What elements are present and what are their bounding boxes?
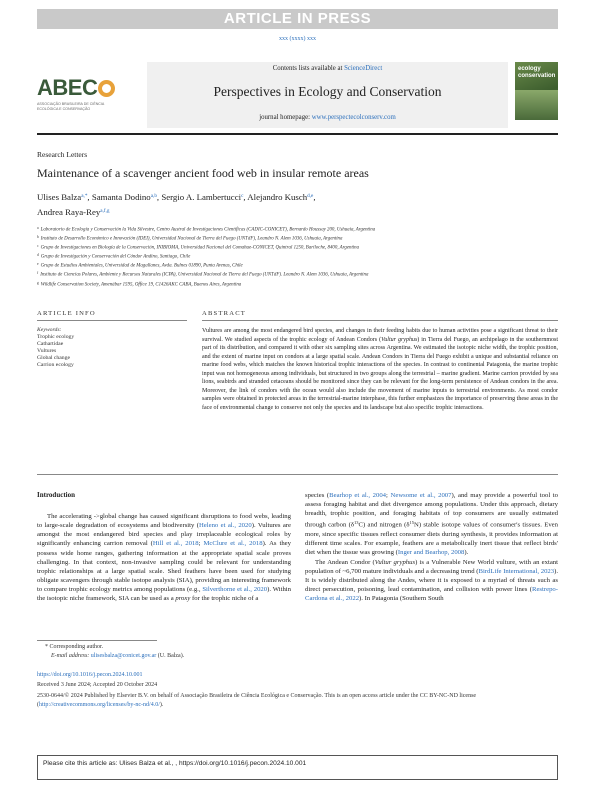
author-affiliation-marker[interactable]: a,b [150, 193, 157, 199]
author-affiliation-marker[interactable]: a,f,g [100, 207, 110, 214]
keyword-item: Trophic ecology [37, 334, 75, 341]
author-list: Ulises Balza$^{a,*}$, Samanta Dodino$^{a,b}$, Sergio A. Lambertucci$^c$, Alejandro Kusch$^{d,e}$, Andrea Raya-Rey$^{a,f,g}$ [37, 192, 316, 217]
abstract-text-part: Vultures are among the most endangered bird species, and changes in their feeding habits due to human activities pose a significant threat to their survival. We studied aspects of the trophic ecology of Andean Condors ( [202, 328, 558, 343]
citation-link[interactable]: Heleno et al., 2020 [198, 522, 252, 530]
abstract-body [202, 327, 558, 412]
journal-cover-image [515, 62, 558, 120]
intro-paragraph: The accelerating ->global change has caused significant disruptions to food webs, leading to large-scale degradation of ecosystems and biodiversity (Heleno et al., 2020). Vultures are amongst the most endangered bird species and play irreplaceable ecological roles by significantly enhancing carrion removal (Hill et al., 2018; McClure et al., 2018). As they possess wide home ranges, gathering information at the appropriate spatial scale proves challenging. In that context, non-invasive sampling could be relevant for understanding trophic relationships at a large spatial scale. Shed feathers have been used for studying obligate scavengers through stable isotope analysis (SIA), providing an interesting framework to compare trophic ecology metrics among populations (e.g., Silverthorne et al., 2020). Within the isotopic niche framework, SIA can be used as a proxy for the trophic niche of a [37, 513, 291, 603]
homepage-prefix: journal homepage: [259, 114, 312, 121]
intro-paragraph: The Andean Condor (Vultur gryphus) is a Vulnerable New World vulture, with an extant population of ~6,700 mature individuals and a decreasing trend (BirdLife International, 2023). It is widely distributed along the Andes, where it is exposed to a myriad of threats such as direct persecution, poisoning, lead contamination, and collision with power lines (Restrepo-Cardona et al., 2022). In Patagonia (Southern South [305, 558, 559, 603]
affiliation-item: $^c$ Grupo de Investigaciones en Biología de la Conservación, INIBIOMA, Universidad Nacional del Comahue-CONICET, Quintral 1250, Bariloche, 8400, Argentina [37, 244, 360, 251]
author-affiliation-marker[interactable]: c [241, 193, 244, 199]
article-title: Maintenance of a scavenger ancient food web in insular remote areas [37, 166, 369, 180]
contents-line [147, 65, 508, 72]
corresponding-author-note: * Corresponding author. [45, 644, 104, 650]
affiliation-item: $^a$ Laboratorio de Ecología y Conservación la Vida Silvestre, Centro Austral de Investigaciones Científicas (CADIC-CONICET), Bernardo Houssay 200, Ushuaia, Argentina [37, 226, 376, 233]
citation-link[interactable]: McClure et al., 2018 [203, 540, 263, 548]
affiliation-item: $^e$ Grupo de Estudios Ambientales, Universidad de Magallanes, Avda. Bulnes 01890, Punta Arenas, Chile [37, 262, 243, 269]
abeco-logo-word: ABEC [37, 75, 98, 100]
citation-link[interactable]: Silverthorne et al., 2020 [202, 586, 268, 594]
article-in-press-banner: ARTICLE IN PRESS [37, 9, 558, 29]
contents-prefix: Contents lists available at [272, 65, 345, 72]
copyright-notice: 2530-0644/© 2024 Published by Elsevier B.V. on behalf of Associação Brasileira de Ciência Ecológica e Conservação. This is an open access article under the CC BY-NC-ND license (http://creativecommons.org/licenses/by-nc-nd/4.0/). [37, 693, 477, 708]
author-name[interactable]: Andrea Raya-Rey [37, 206, 101, 217]
author-name[interactable]: Ulises Balza [37, 192, 82, 202]
received-dates: Received 3 June 2024; Accepted 20 October 2024 [37, 682, 158, 688]
abstract-species-name: Vultur gryphus [381, 336, 418, 343]
keyword-item: Cathartidae [37, 341, 64, 348]
author-affiliation-marker[interactable]: a,* [81, 193, 88, 199]
journal-homepage-link[interactable]: www.perspectecolconserv.com [311, 114, 396, 121]
abstract-text-part: ) in Tierra del Fuego, an archipelago in the southernmost part of its distribution, and compared it with other six sampling sites across Argentina. We estimated the isotopic niche width, the trophic position, and the extent of marine input on condors at a large spatial scale. Andean Condors in Tierra del Fuego exhibit a unique and substantial reliance on marine food webs, which matches the known historical trophic interactions of the species. In contrast to continental Patagonia, the marine trophic input was not homogeneous among individuals, but structured in two groups along the terrestrial – marine gradient. Marine carrion provided by sea lions, seabirds and stranded cetaceans should be monitored since they can be relevant for the long-term persistence of Andean condors in the area. Moreover, the link of condors with the ocean would also include the movement of marine inputs to terrestrial environments. As most condor samples were obtained in protected areas in the terrestrial-marine interphase, this further emphasizes the importance of preserving these areas in the face of environmental change to conserve not only the species and its landscape but also specific trophic interactions. [202, 336, 558, 411]
affiliation-item: $^b$ Instituto de Desarrollo Económico e Innovación (IDEI), Universidad Nacional de Tierra del Fuego (UNTdF), Leandro N. Alem 1036, Ushuaia, Argentina [37, 235, 343, 242]
intro-paragraph: species (Bearhop et al., 2004; Newsome et al., 2007), and may provide a powerful tool to assess foraging habitat and diet divergence among populations. Under this approach, dietary breadth, trophic position, and foraging habitats of top consumers are usually estimated through carbon $(\delta^{13}C)$ and nitrogen $(\delta^{15}N)$ stable isotope values of consumer's tissues. Even more, since specific tissues reflect consumer diets during synthesis, it provides information at different time scales. For example, feathers are a metabolically inert tissue that reflect birds' diet when the tissue was growing (Inger and Bearhop, 2008). [305, 492, 558, 557]
affiliation-item: $^g$ Wildlife Conservation Society, Amenábar 1595, Office 19, C1426AKC CABA, Buenos Aires, Argentina [37, 280, 242, 288]
citation-link[interactable]: Restrepo-Cardona et al., 2022 [305, 586, 558, 603]
email-note: E-mail address: ulisesbalza@conicet.gov.ar (U. Balza). [51, 653, 185, 659]
cover-text-line2: conservation [518, 72, 556, 79]
cover-photo [515, 90, 558, 120]
citation-link[interactable]: Inger and Bearhop, 2008 [397, 549, 465, 557]
author-name[interactable]: Sergio A. Lambertucci [161, 192, 242, 202]
keyword-item: Vultures [37, 348, 57, 355]
cover-text-line1: ecology [518, 66, 541, 72]
citation-box: Please cite this article as: Ulises Balza et al., , https://doi.org/10.1016/j.pecon.2024.10.001 [37, 755, 558, 780]
citation-link[interactable]: Bearhop et al., 2004 [329, 492, 387, 499]
issue-reference[interactable]: xxx (xxxx) xxx [279, 36, 316, 42]
affiliation-item: $^d$ Grupo de Investigación y Conservación del Cóndor Andino, Santiago, Chile [37, 253, 191, 260]
article-type: Research Letters [37, 150, 88, 159]
license-link[interactable]: http://creativecommons.org/licenses/by-nc-nd/4.0/ [39, 702, 160, 708]
article-info-heading: ARTICLE INFO [37, 310, 96, 317]
citation-link[interactable]: Newsome et al., 2007 [390, 492, 452, 499]
author-name[interactable]: Alejandro Kusch [247, 192, 308, 202]
keyword-item: Global change [37, 355, 71, 362]
intro-column-right [305, 491, 558, 603]
affiliation-item: $^f$ Instituto de Ciencias Polares, Ambiente y Recursos Naturales (ICPA), Universidad Nacional de Tierra del Fuego (UNTdF). Leandro N. Alem 1036, Ushuaia, Argentina [37, 271, 369, 278]
author-name[interactable]: Samanta Dodino [91, 192, 151, 202]
affiliation-list [37, 225, 558, 289]
footnote-rule [37, 640, 157, 641]
author-affiliation-marker[interactable]: d,e [307, 193, 314, 199]
keyword-item: Carrion ecology [37, 362, 74, 369]
abeco-logo-subtitle: ASSOCIAÇÃO BRASILEIRA DE CIÊNCIA ECOLÓGICA E CONSERVAÇÃO [37, 102, 105, 111]
citation-link[interactable]: Hill et al., 2018 [152, 540, 199, 548]
doi-link[interactable]: https://doi.org/10.1016/j.pecon.2024.10.001 [37, 672, 143, 678]
abeco-logo [37, 76, 129, 118]
keywords-heading: Keywords: [37, 327, 62, 333]
abstract-heading: ABSTRACT [202, 310, 247, 317]
citation-link[interactable]: BirdLife International, 2023 [478, 567, 555, 575]
keywords-list [37, 327, 187, 370]
journal-header [147, 62, 508, 128]
journal-title: Perspectives in Ecology and Conservation [213, 84, 442, 99]
intro-column-left [37, 512, 291, 604]
author-email-link[interactable]: ulisesbalza@conicet.gov.ar [90, 653, 157, 659]
header-divider [37, 133, 558, 135]
abstract-bottom-rule [37, 474, 558, 475]
article-info-rule [37, 320, 187, 321]
homepage-line [147, 114, 508, 121]
abstract-rule [202, 320, 558, 321]
introduction-heading: Introduction [37, 491, 75, 499]
sciencedirect-link[interactable]: ScienceDirect [344, 65, 383, 72]
logo-ring-icon [98, 80, 115, 97]
